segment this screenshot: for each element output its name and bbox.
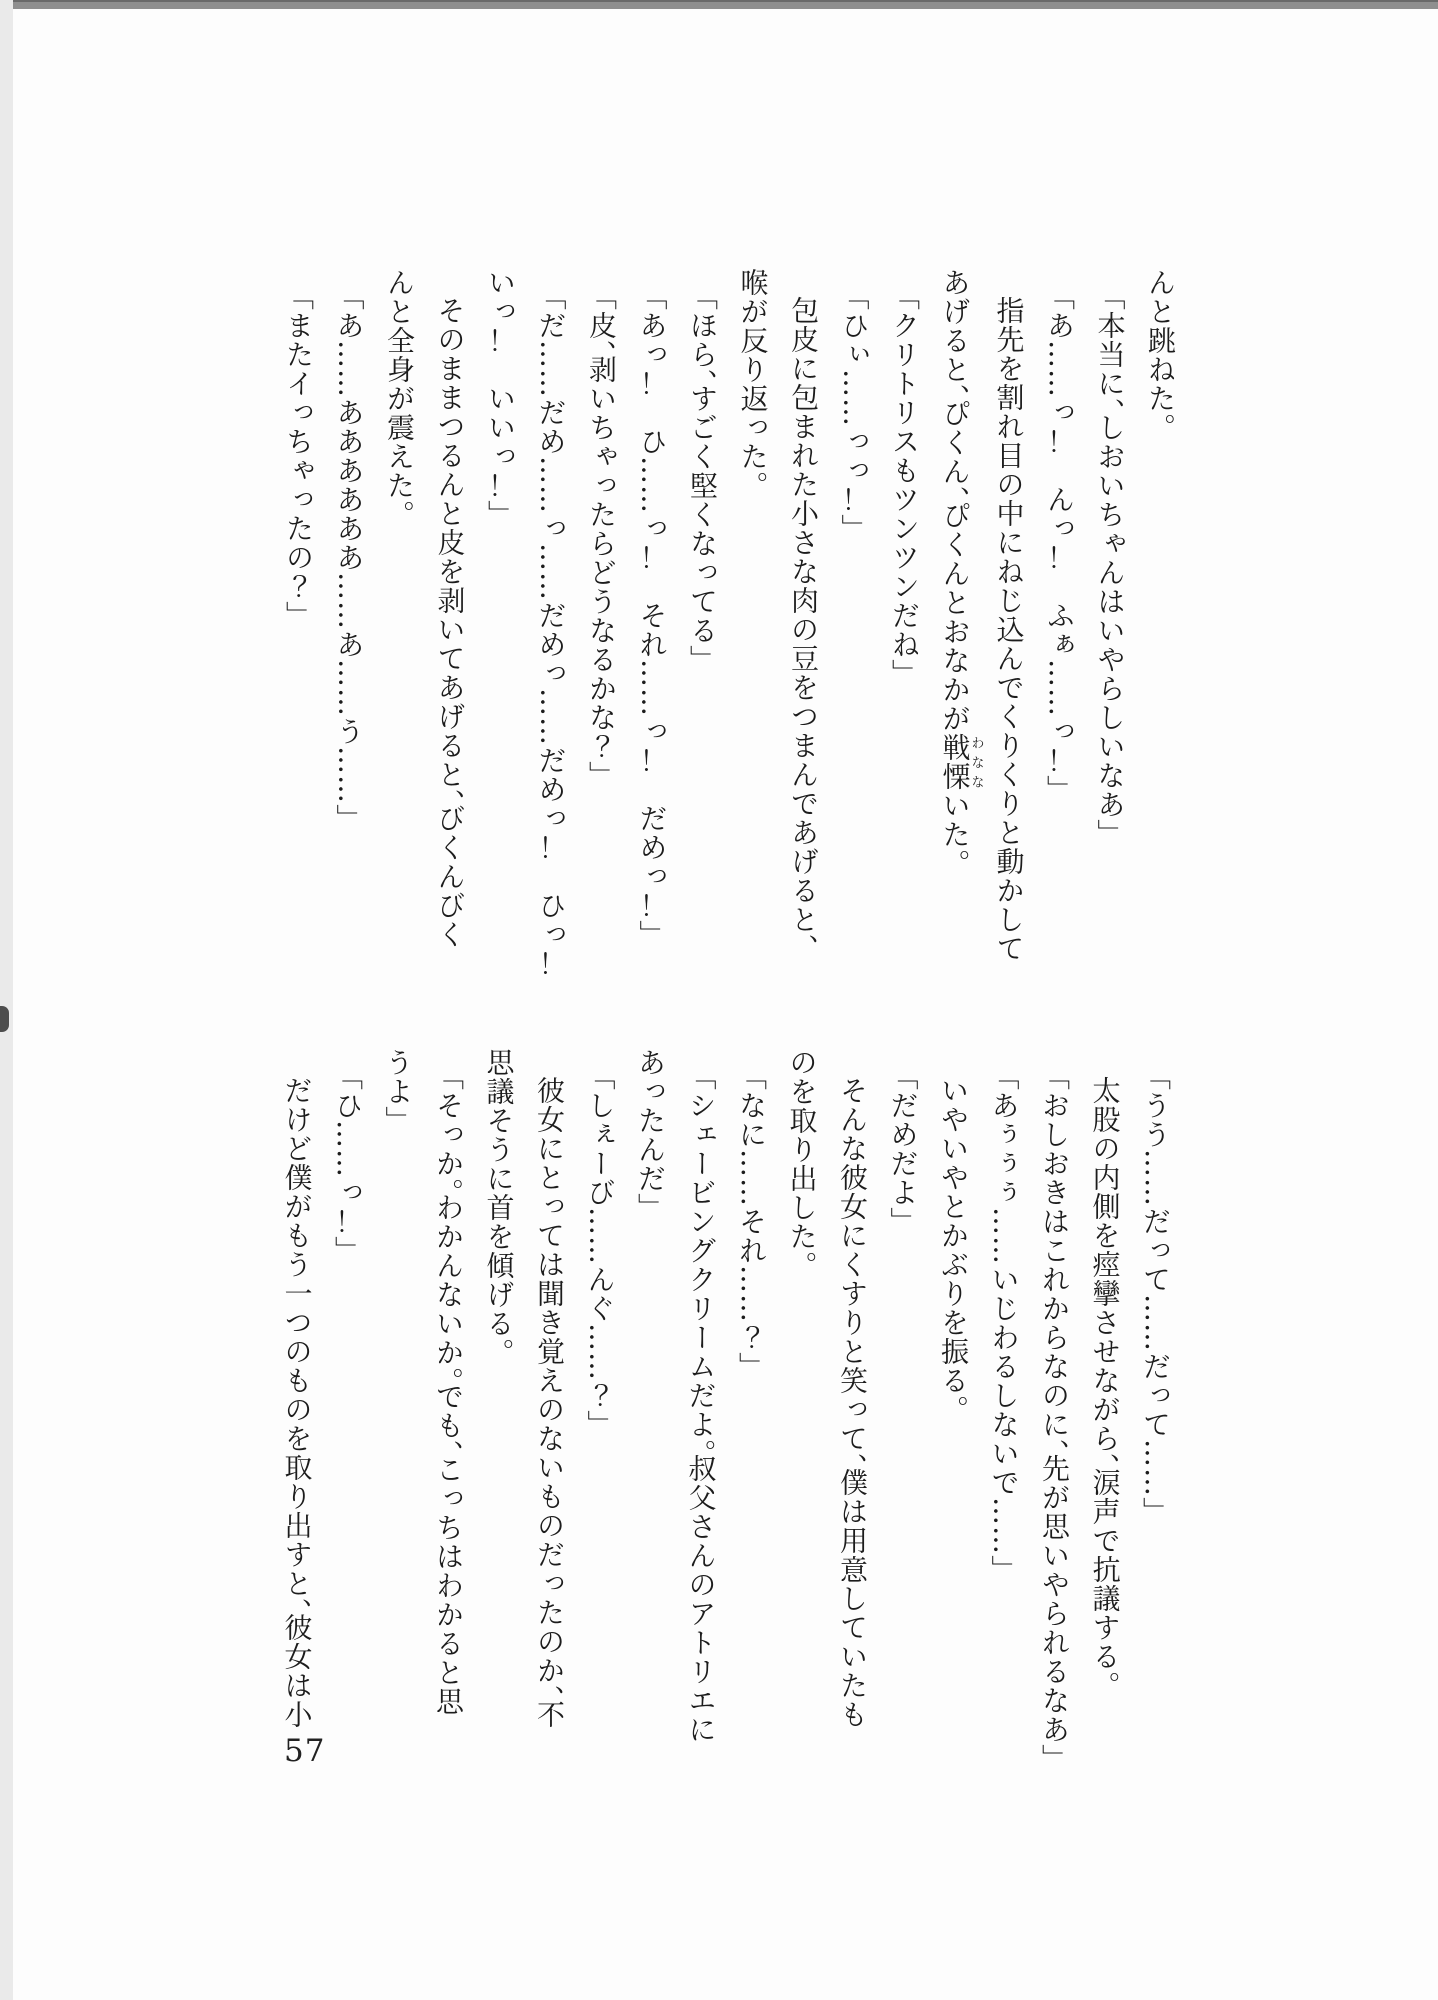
scan-left-edge-strip — [0, 0, 13, 2000]
text-column: あげると、ぴくん、ぴくんとおなかが戦慄わなないた。 — [938, 268, 984, 864]
text-column: 「そっか。わかんないか。でも、こっちはわかると思 — [432, 1076, 465, 1716]
text-column: 「あ……っ！ んっ！ ふぁ……っ！」 — [1043, 296, 1076, 790]
text-column: 「おしおきはこれからなのに、先が思いやられるなあ」 — [1038, 1076, 1071, 1759]
text-column: あったんだ」 — [634, 1048, 667, 1208]
text-column: 「本当に、しおいちゃんはいやらしいなあ」 — [1093, 296, 1127, 834]
text-column: 指先を割れ目の中にねじ込んでくりくりと動かして — [992, 296, 1026, 963]
text-block-top — [273, 268, 1186, 978]
text-column: 「シェービングクリームだよ。叔父さんのアトリエに — [684, 1076, 718, 1744]
text-column: んと跳ねた。 — [1144, 268, 1177, 428]
scan-left-edge-mark — [0, 1006, 9, 1032]
text-column: んと全身が震えた。 — [383, 268, 416, 515]
text-column: そのままつるんと皮を剥いてあげると、びくんびく — [433, 296, 467, 949]
text-column: 太股の内側を痙攣させながら、涙声で抗議する。 — [1088, 1076, 1122, 1686]
text-column: 「皮、剥いちゃったらどうなるかな？」 — [585, 296, 618, 776]
text-column: 「ほら、すごく堅くなってる」 — [686, 296, 719, 660]
text-column: 「だめだよ」 — [886, 1076, 920, 1222]
text-column: のを取り出した。 — [785, 1048, 819, 1266]
text-column: 「なに……それ……？」 — [735, 1076, 768, 1367]
text-column: 「あ……ああああああ……あ……う……」 — [332, 296, 366, 819]
text-column: 「あぅぅぅ……いじわるしないで……」 — [987, 1076, 1021, 1570]
text-column: 「ひぃ……っっ！」 — [837, 296, 871, 529]
text-column: 彼女にとっては聞き覚えのないものだったのか、不 — [533, 1076, 566, 1729]
text-column: 包皮に包まれた小さな肉の豆をつまんであげると、 — [787, 296, 820, 949]
scan-top-edge-bar — [13, 0, 1438, 9]
text-column: 「しぇーび……んぐ……？」 — [583, 1076, 617, 1425]
text-column: いやいやとかぶりを振る。 — [937, 1076, 970, 1410]
text-column: 「クリトリスもツンツンだね」 — [888, 296, 921, 674]
text-column: そんな彼女にくすりと笑って、僕は用意していたも — [836, 1076, 869, 1729]
text-column: 「またイっちゃったの？」 — [282, 296, 315, 616]
furigana-ruby: 戦慄わなな — [938, 733, 984, 791]
text-column: うよ」 — [381, 1048, 415, 1121]
text-column: 「うう……だって……だって……」 — [1139, 1076, 1172, 1512]
text-column: 喉が反り返った。 — [736, 268, 770, 486]
text-column: 思議そうに首を傾げる。 — [482, 1048, 516, 1353]
text-column: 「ひ……っ！」 — [331, 1076, 364, 1251]
text-column: だけど僕がもう一つのものを取り出すと、彼女は小 — [280, 1076, 314, 1729]
text-column: 「だ……だめ……っ……だめっ……だめっ！ ひっ！ — [534, 296, 568, 978]
page-number: 57 — [284, 1733, 326, 1769]
text-column: 「あっ！ ひ……っ！ それ……っ！ だめっ！」 — [635, 296, 669, 935]
text-column: いっ！ いいっ！」 — [484, 268, 517, 515]
